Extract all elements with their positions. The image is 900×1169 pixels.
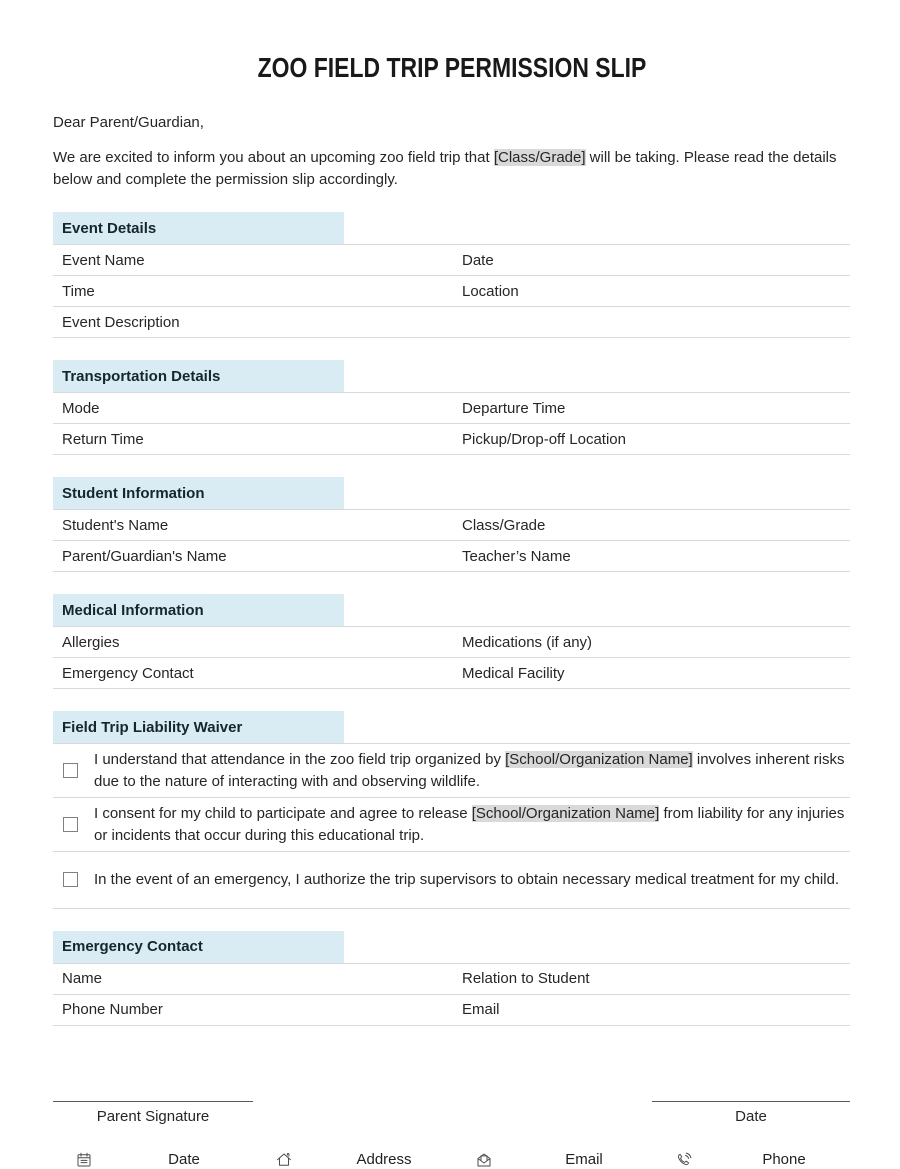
table-row <box>53 658 850 689</box>
section-transportation-details <box>53 360 850 455</box>
section-medical-information <box>53 594 850 689</box>
calendar-icon <box>75 1151 93 1169</box>
field-label-medications: Medications (if any) <box>462 633 593 651</box>
document <box>53 0 850 1169</box>
section-student-information <box>53 477 850 572</box>
field-label-emergency-contact: Emergency Contact <box>62 664 194 682</box>
footer-icon-cell <box>434 1151 534 1169</box>
field-label-parent-guardian-name: Parent/Guardian's Name <box>62 547 227 565</box>
field-label-phone-number: Phone Number <box>62 1001 163 1018</box>
section-header-row <box>53 931 850 964</box>
section-title-emergency-contact: Emergency Contact <box>53 931 344 963</box>
waiver-statement-2 <box>94 803 850 846</box>
table-row <box>53 964 850 995</box>
waiver-statement-1 <box>94 749 850 792</box>
section-title-transportation-details: Transportation Details <box>53 360 344 392</box>
footer-icon-cell <box>234 1151 334 1169</box>
phone-icon <box>675 1151 693 1169</box>
field-label-time: Time <box>62 282 95 300</box>
section-title-student-information: Student Information <box>53 477 344 509</box>
table-row <box>53 995 850 1026</box>
parent-signature-label: Parent Signature <box>96 1107 210 1125</box>
field-label-event-name: Event Name <box>62 251 145 269</box>
waiver-checkbox-2[interactable] <box>63 817 78 832</box>
section-title-medical-information: Medical Information <box>53 594 344 626</box>
field-label-return-time: Return Time <box>62 430 144 448</box>
waiver-text-pre: I consent for my child to participate and agree to release <box>94 805 472 822</box>
footer-label-date: Date <box>168 1151 200 1168</box>
section-header-row <box>53 594 850 627</box>
footer-icon-cell <box>634 1151 734 1169</box>
parent-signature-block <box>53 1101 253 1125</box>
section-title-liability-waiver: Field Trip Liability Waiver <box>53 711 344 743</box>
greeting-text: Dear Parent/Guardian, <box>53 114 204 131</box>
table-row <box>53 276 850 307</box>
table-row <box>53 424 850 455</box>
intro-text-after: will be taking. Please read the details below and complete the permission slip accordingly. <box>53 149 837 188</box>
section-liability-waiver <box>53 711 850 909</box>
date-signature-label: Date <box>735 1107 767 1125</box>
field-label-date: Date <box>462 251 494 269</box>
page-title-wrap <box>53 0 850 92</box>
table-row <box>53 307 850 338</box>
field-label-medical-facility: Medical Facility <box>462 664 565 682</box>
waiver-checkbox-3[interactable] <box>63 872 78 887</box>
waiver-text-post: from liability for any injuries or incidents that occur during this educational trip. <box>94 805 845 844</box>
waiver-statement-3 <box>94 869 850 891</box>
footer-label-phone: Phone <box>762 1151 806 1168</box>
field-label-departure-time: Departure Time <box>462 399 566 417</box>
intro-paragraph <box>53 147 850 190</box>
school-org-placeholder: [School/Organization Name] <box>471 805 660 822</box>
table-row <box>53 393 850 424</box>
intro-text-before: We are excited to inform you about an upcoming zoo field trip that <box>53 149 494 166</box>
field-label-name: Name <box>62 970 103 987</box>
field-label-allergies: Allergies <box>62 633 120 651</box>
date-signature-block <box>652 1101 850 1125</box>
field-label-email: Email <box>462 1001 500 1018</box>
section-title-event-details: Event Details <box>53 212 344 244</box>
field-label-location: Location <box>462 282 519 300</box>
school-org-placeholder: [School/Organization Name] <box>505 751 693 768</box>
field-label-mode: Mode <box>62 399 100 417</box>
footer-icon-cell <box>34 1151 134 1169</box>
waiver-item <box>53 798 850 852</box>
field-label-teacher-name: Teacher’s Name <box>462 547 571 565</box>
table-row <box>53 627 850 658</box>
email-icon <box>475 1151 493 1169</box>
field-label-event-description: Event Description <box>62 313 180 331</box>
waiver-text-pre: I understand that attendance in the zoo field trip organized by <box>94 751 506 768</box>
field-label-pickup-dropoff: Pickup/Drop-off Location <box>462 430 626 448</box>
home-icon <box>275 1151 293 1169</box>
section-emergency-contact <box>53 931 850 1026</box>
section-header-row <box>53 477 850 510</box>
page-title: ZOO FIELD TRIP PERMISSION SLIP <box>257 52 646 83</box>
waiver-text-pre: In the event of an emergency, I authorize the trip supervisors to obtain necessary medical treatment for my child. <box>94 871 840 888</box>
class-grade-placeholder: [Class/Grade] <box>493 149 586 166</box>
waiver-text-post: involves inherent risks due to the nature of interacting with and observing wildlife. <box>94 751 845 790</box>
field-label-class-grade: Class/Grade <box>462 516 546 534</box>
section-header-row <box>53 212 850 245</box>
footer-contact-strip <box>34 1151 834 1169</box>
section-header-row <box>53 360 850 393</box>
table-row <box>53 510 850 541</box>
section-header-row <box>53 711 850 744</box>
section-event-details <box>53 212 850 338</box>
footer-label-address: Address <box>356 1151 412 1168</box>
waiver-checkbox-1[interactable] <box>63 763 78 778</box>
table-row <box>53 245 850 276</box>
waiver-item <box>53 852 850 909</box>
waiver-item <box>53 744 850 798</box>
signature-area <box>53 1101 850 1125</box>
field-label-student-name: Student's Name <box>62 516 169 534</box>
field-label-relation: Relation to Student <box>462 970 590 987</box>
table-row <box>53 541 850 572</box>
footer-label-email: Email <box>565 1151 603 1168</box>
